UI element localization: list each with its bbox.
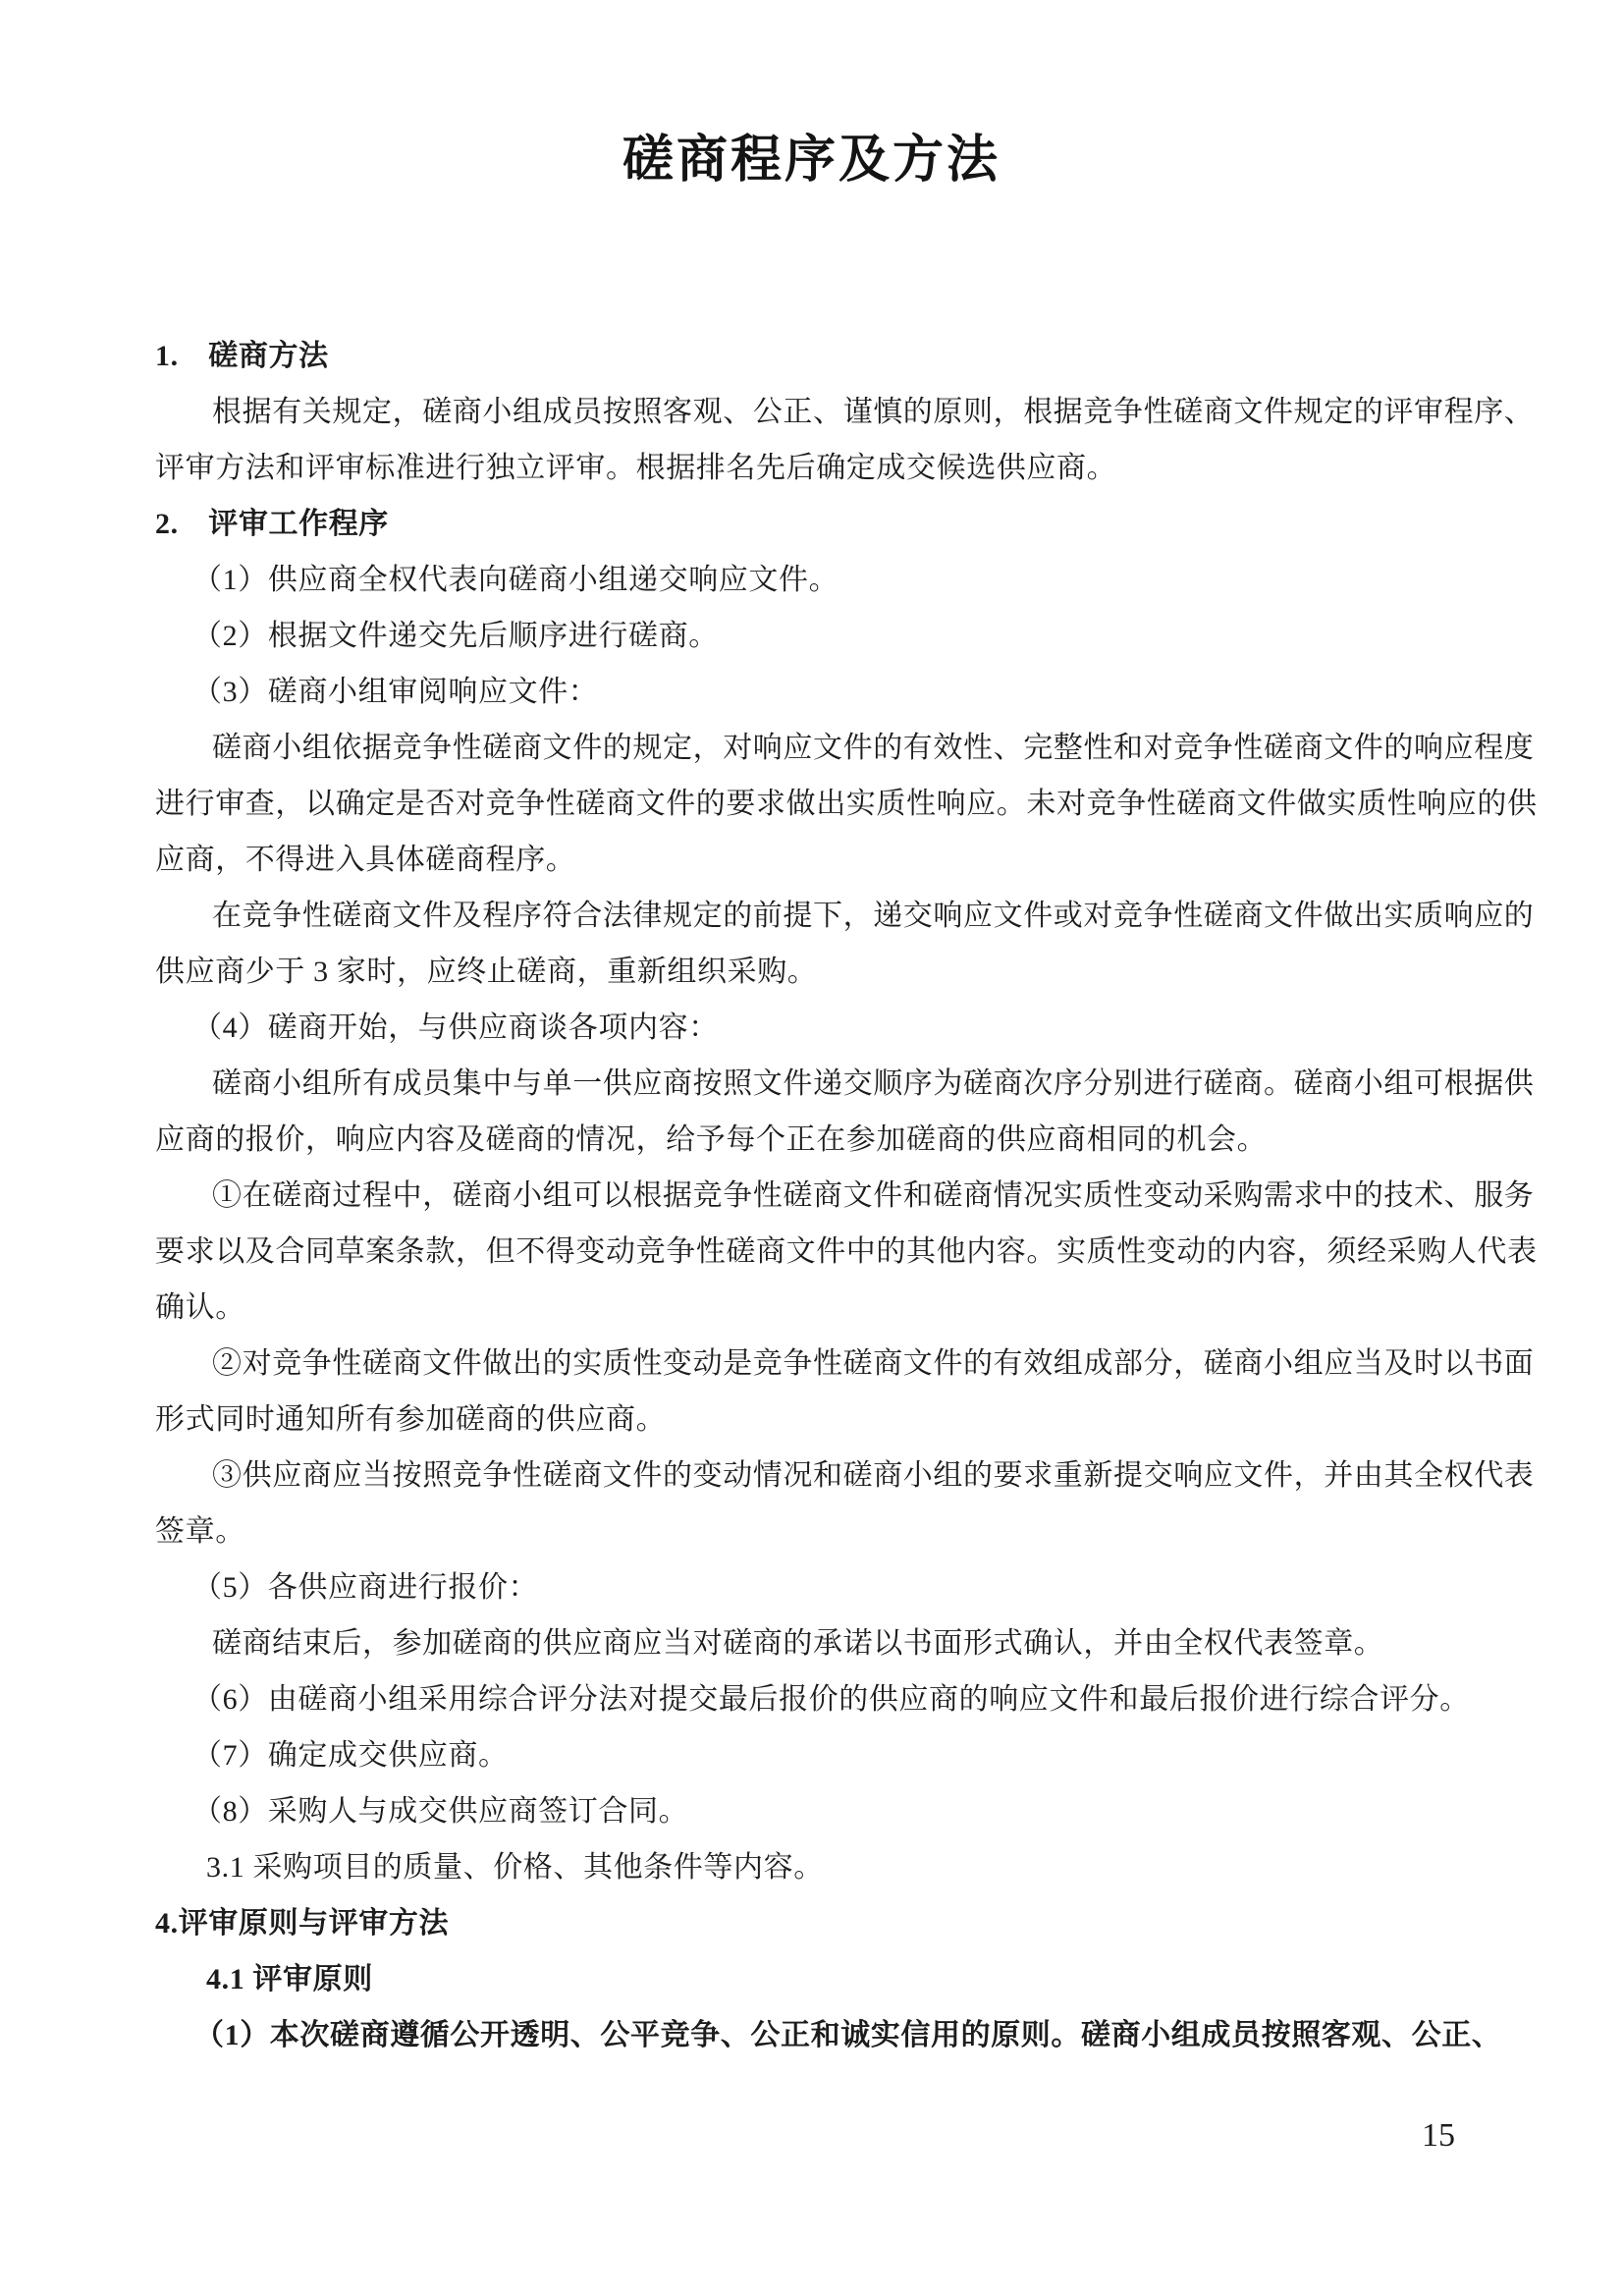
document-content — [155, 328, 1538, 2063]
text-line: （3）磋商小组审阅响应文件： — [192, 676, 599, 708]
text-line: 供应商少于 3 家时，应终止磋商，重新组织采购。 — [155, 956, 818, 988]
text-line: 进行审查，以确定是否对竞争性磋商文件的要求做出实质性响应。未对竞争性磋商文件做实质性响应的供 — [155, 788, 1538, 820]
text-line: （1）供应商全权代表向磋商小组递交响应文件。 — [192, 564, 839, 596]
text-line: 1. 磋商方法 — [155, 340, 329, 372]
text-line: 评审方法和评审标准进行独立评审。根据排名先后确定成交候选供应商。 — [155, 452, 1117, 484]
text-line: 磋商小组依据竞争性磋商文件的规定，对响应文件的有效性、完整性和对竞争性磋商文件的响应程度 — [212, 732, 1535, 764]
text-line: 在竞争性磋商文件及程序符合法律规定的前提下，递交响应文件或对竞争性磋商文件做出实质响应的 — [212, 900, 1535, 932]
text-line: （8）采购人与成交供应商签订合同。 — [192, 1795, 689, 1828]
text-line: 应商，不得进入具体磋商程序。 — [155, 844, 576, 876]
text-line: 磋商结束后，参加磋商的供应商应当对磋商的承诺以书面形式确认，并由全权代表签章。 — [212, 1627, 1384, 1660]
text-line: 2. 评审工作程序 — [155, 508, 389, 540]
page-number: 15 — [1422, 2117, 1455, 2154]
text-line: （1）本次磋商遵循公开透明、公平竞争、公正和诚实信用的原则。磋商小组成员按照客观、公正、 — [194, 2019, 1502, 2051]
text-line: （4）磋商开始，与供应商谈各项内容： — [192, 1011, 719, 1044]
document-title: 磋商程序及方法 — [622, 133, 1001, 189]
text-line: 签章。 — [155, 1515, 245, 1548]
text-line: 应商的报价，响应内容及磋商的情况，给予每个正在参加磋商的供应商相同的机会。 — [155, 1123, 1268, 1156]
text-line: （5）各供应商进行报价： — [192, 1571, 539, 1604]
text-line: ②对竞争性磋商文件做出的实质性变动是竞争性磋商文件的有效组成部分，磋商小组应当及时以书面 — [212, 1347, 1535, 1380]
text-line: 4.评审原则与评审方法 — [155, 1907, 450, 1940]
text-line: 4.1 评审原则 — [206, 1963, 373, 1995]
text-line: 根据有关规定，磋商小组成员按照客观、公正、谨慎的原则，根据竞争性磋商文件规定的评审程序、 — [212, 396, 1535, 428]
text-line: ③供应商应当按照竞争性磋商文件的变动情况和磋商小组的要求重新提交响应文件，并由其全权代表 — [212, 1459, 1535, 1492]
text-line: 确认。 — [155, 1291, 245, 1324]
text-line: （7）确定成交供应商。 — [192, 1739, 509, 1772]
text-line: 形式同时通知所有参加磋商的供应商。 — [155, 1403, 667, 1436]
text-line: 3.1 采购项目的质量、价格、其他条件等内容。 — [206, 1851, 824, 1884]
text-line: 要求以及合同草案条款，但不得变动竞争性磋商文件中的其他内容。实质性变动的内容，须经采购人代表 — [155, 1235, 1538, 1268]
text-line: 磋商小组所有成员集中与单一供应商按照文件递交顺序为磋商次序分别进行磋商。磋商小组可根据供 — [212, 1067, 1535, 1100]
text-line: （6）由磋商小组采用综合评分法对提交最后报价的供应商的响应文件和最后报价进行综合评分。 — [192, 1683, 1470, 1716]
text-line: ①在磋商过程中，磋商小组可以根据竞争性磋商文件和磋商情况实质性变动采购需求中的技术、服务 — [212, 1179, 1535, 1212]
text-line: （2）根据文件递交先后顺序进行磋商。 — [192, 620, 719, 652]
